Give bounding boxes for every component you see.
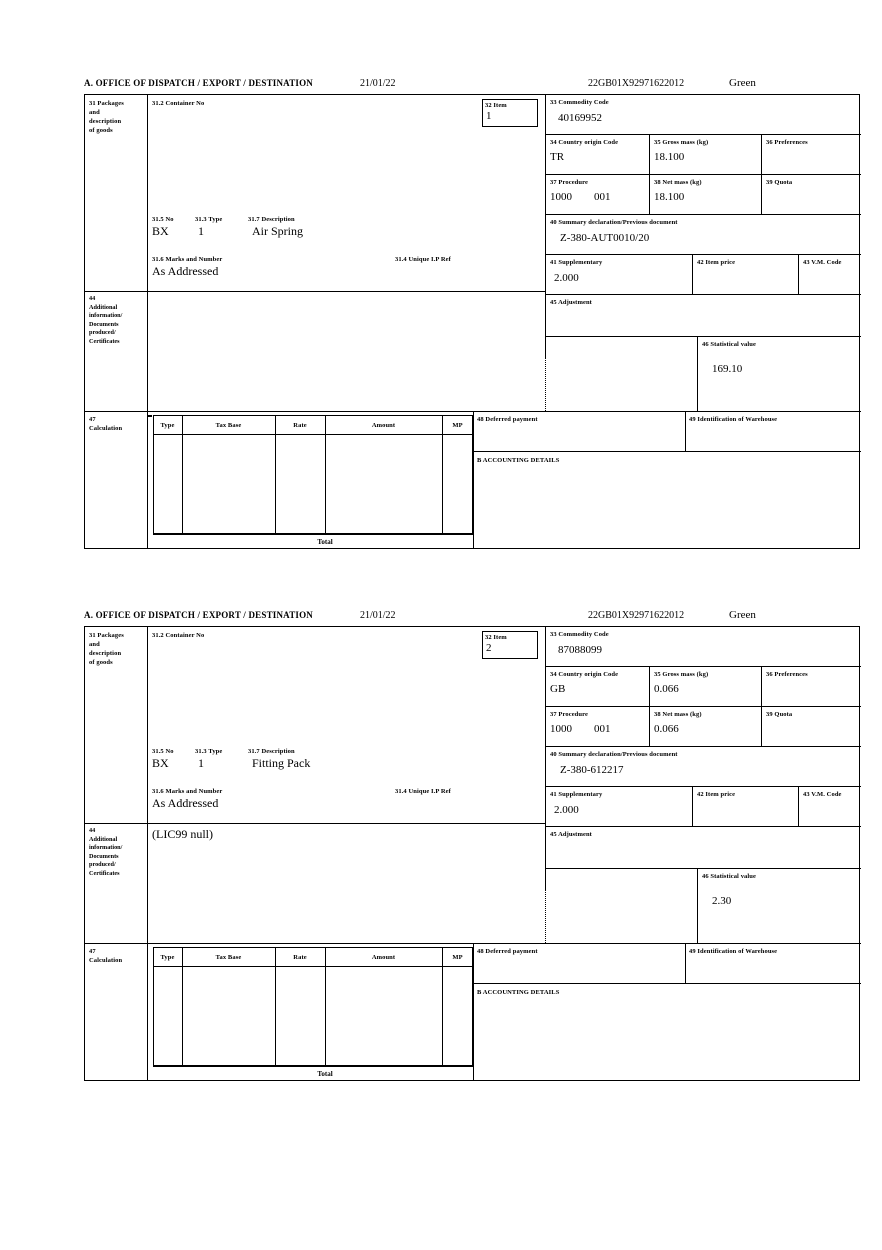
box41-value-2: 2.000 [554,804,579,816]
box37-procedure [546,175,650,215]
box31-label: 31 Packages and description of goods [89,100,124,134]
box46-label: 46 Statistical value [702,341,756,348]
box40-value-2: Z-380-612217 [560,764,624,776]
box38-net-mass-2 [650,707,762,747]
box34-country-origin-2 [546,667,650,707]
box49-label: 49 Identification of Warehouse [689,416,778,423]
box31-6-marks-value-2: As Addressed [152,796,219,810]
box47-total-row-divider [153,534,473,535]
box34-value-2: GB [550,683,566,695]
box47-col-tax-base: Tax Base [215,422,242,429]
box47-col-type: Type [160,422,175,429]
box31-5-no-value-2: BX [152,756,169,770]
box38-label-2: 38 Net mass (kg) [654,711,702,718]
box32-item-2 [482,631,538,659]
box33-commodity-code [546,95,861,135]
box47-col-tax-base-2: Tax Base [215,954,242,961]
box43-value-2 [799,799,861,804]
box47-label-2: 47 Calculation [89,948,123,964]
box48-left-divider-2 [473,943,474,1081]
customs-declaration-form-2 [84,610,862,1081]
box45-value-2 [546,839,861,843]
box48-left-divider [473,411,474,549]
box47-col-sep-2-2 [275,947,276,1066]
box37-procedure-2 [546,707,650,747]
box38-value-2: 0.066 [654,723,679,735]
routing-lane-2: Green [729,609,756,621]
box37-value-1: 1000 [550,191,572,203]
box44-value-2: (LIC99 null) [152,827,213,841]
declaration-date-2: 21/01/22 [360,610,396,621]
routing-lane: Green [729,77,756,89]
box40-label-2: 40 Summary declaration/Previous document [550,751,678,758]
box33-label-2: 33 Commodity Code [550,631,609,638]
box37-value-2: 001 [594,191,611,203]
box31-3-type-value: 1 [198,224,204,238]
office-of-dispatch-label-2: A. OFFICE OF DISPATCH / EXPORT / DESTINATION [84,610,314,620]
box42-label: 42 Item price [697,259,736,266]
box31-6-marks-label-2: 31.6 Marks and Number [152,788,223,795]
box41-supplementary-2 [546,787,693,827]
box38-label: 38 Net mass (kg) [654,179,702,186]
box41-label: 41 Supplementary [550,259,603,266]
box40-previous-document-2 [546,747,861,787]
box47-col-rate-2: Rate [293,954,307,961]
box47-calculation-table [153,415,473,534]
box49-label-2: 49 Identification of Warehouse [689,948,778,955]
box34-country-origin [546,135,650,175]
declaration-box-2 [84,626,860,1081]
box48-bottom-divider-2 [473,983,861,984]
left-column-divider [147,95,148,549]
box47-header-row-divider-2 [153,966,473,967]
box36-preferences-2 [762,667,861,707]
box45-adjustment-2 [546,827,861,869]
box31-3-type-value-2: 1 [198,756,204,770]
box38-value: 18.100 [654,191,685,203]
box47-col-mp: MP [452,422,463,429]
box37-label: 37 Procedure [550,179,588,186]
box32-item-label-2: 32 Item [485,634,507,641]
box41-supplementary [546,255,693,295]
box40-label: 40 Summary declaration/Previous document [550,219,678,226]
box33-value: 40169952 [558,112,602,124]
box47-col-sep-2 [275,415,276,534]
box39-quota-2 [762,707,861,747]
box47-col-sep-1-2 [182,947,183,1066]
box42-value-2 [693,799,798,804]
box47-col-sep-3 [325,415,326,534]
box31-7-description-label-2: 31.7 Description [248,748,295,755]
box37-value-2-2: 001 [594,723,611,735]
box31-2-container-no-label: 31.2 Container No [152,100,205,107]
box31-3-type-label-2: 31.3 Type [195,748,223,755]
box35-gross-mass [650,135,762,175]
box32-item-value: 1 [486,110,492,122]
box47-col-type-2: Type [160,954,175,961]
boxB-label-2: B ACCOUNTING DETAILS [477,989,560,996]
box47-calculation-table-2 [153,947,473,1066]
box47-col-sep-4-2 [442,947,443,1066]
box37-label-2: 37 Procedure [550,711,588,718]
spacer [147,415,152,417]
box46-label-2: 46 Statistical value [702,873,756,880]
box42-item-price [693,255,799,295]
box43-label: 43 V.M. Code [803,259,842,266]
box39-value-2 [762,719,861,723]
box47-col-mp-2: MP [452,954,463,961]
box41-value: 2.000 [554,272,579,284]
box31-6-marks-label: 31.6 Marks and Number [152,256,223,263]
box41-label-2: 41 Supplementary [550,791,603,798]
box31-bottom-divider-2 [85,823,545,824]
box46-statistical-value [697,337,861,411]
box36-label: 36 Preferences [766,139,808,146]
box35-label-2: 35 Gross mass (kg) [654,671,709,678]
box48-bottom-divider [473,451,861,452]
box46-statistical-value-2 [697,869,861,943]
box34-label: 34 Country origin Code [550,139,619,146]
box31-6-marks-value: As Addressed [152,264,219,278]
box47-header-row-divider [153,434,473,435]
box47-total-label-2: Total [317,1070,333,1078]
box47-col-amount: Amount [371,422,396,429]
box46-value-2: 2.30 [712,895,732,907]
box45-label-2: 45 Adjustment [550,831,592,838]
box46-value: 169.10 [712,363,743,375]
box31-7-description-value-2: Fitting Pack [252,756,311,770]
box42-label-2: 42 Item price [697,791,736,798]
box36-value-2 [762,679,861,683]
box44-label-2: 44 Additional information/ Documents produced/ Certificates [89,827,123,877]
boxB-label: B ACCOUNTING DETAILS [477,457,560,464]
box35-value-2: 0.066 [654,683,679,695]
box34-value: TR [550,151,565,163]
box40-previous-document [546,215,861,255]
box49-left-divider-2 [685,943,686,983]
box47-col-sep-1 [182,415,183,534]
box32-item-value-2: 2 [486,642,492,654]
box47-col-rate: Rate [293,422,307,429]
box44-dotted-divider-2 [545,869,546,943]
box31-4-unique-ref-label: 31.4 Unique I.P Ref [395,256,451,263]
box45-value [546,307,861,311]
declaration-date: 21/01/22 [360,78,396,89]
box33-value-2: 87088099 [558,644,602,656]
box31-4-unique-ref-label-2: 31.4 Unique I.P Ref [395,788,451,795]
box47-col-sep-3-2 [325,947,326,1066]
box35-gross-mass-2 [650,667,762,707]
box45-adjustment [546,295,861,337]
box42-item-price-2 [693,787,799,827]
box43-vm-code-2 [799,787,861,827]
box48-label: 48 Deferred payment [477,416,538,423]
box31-bottom-divider [85,291,545,292]
box34-label-2: 34 Country origin Code [550,671,619,678]
box39-label-2: 39 Quota [766,711,793,718]
box45-label: 45 Adjustment [550,299,592,306]
office-of-dispatch-label: A. OFFICE OF DISPATCH / EXPORT / DESTINATION [84,78,314,88]
box31-5-no-label: 31.5 No [152,216,174,223]
box31-7-description-label: 31.7 Description [248,216,295,223]
form-header [84,78,862,94]
box35-value: 18.100 [654,151,685,163]
box47-total-label: Total [317,538,333,546]
box36-preferences [762,135,861,175]
box33-label: 33 Commodity Code [550,99,609,106]
box47-total-row-divider-2 [153,1066,473,1067]
box44-label: 44 Additional information/ Documents produced/ Certificates [89,295,123,345]
declaration-box [84,94,860,549]
movement-reference-number: 22GB01X92971622012 [588,78,685,89]
box47-col-sep-4 [442,415,443,534]
box39-quota [762,175,861,215]
form-header-2 [84,610,862,626]
box47-label: 47 Calculation [89,416,123,432]
box49-left-divider [685,411,686,451]
box31-5-no-value: BX [152,224,169,238]
box48-label-2: 48 Deferred payment [477,948,538,955]
box31-3-type-label: 31.3 Type [195,216,223,223]
box33-commodity-code-2 [546,627,861,667]
box32-item [482,99,538,127]
box32-item-label: 32 Item [485,102,507,109]
box43-label-2: 43 V.M. Code [803,791,842,798]
box47-col-amount-2: Amount [371,954,396,961]
box39-value [762,187,861,191]
box36-label-2: 36 Preferences [766,671,808,678]
box31-7-description-value: Air Spring [252,224,303,238]
box37-value-1-2: 1000 [550,723,572,735]
box40-value: Z-380-AUT0010/20 [560,232,650,244]
box43-vm-code [799,255,861,295]
box44-dotted-divider [545,337,546,411]
customs-declaration-form-1 [84,78,862,549]
box36-value [762,147,861,151]
box42-value [693,267,798,272]
movement-reference-number-2: 22GB01X92971622012 [588,610,685,621]
box31-label-2: 31 Packages and description of goods [89,632,124,666]
box31-5-no-label-2: 31.5 No [152,748,174,755]
box38-net-mass [650,175,762,215]
box35-label: 35 Gross mass (kg) [654,139,709,146]
box31-2-container-no-label-2: 31.2 Container No [152,632,205,639]
box39-label: 39 Quota [766,179,793,186]
left-column-divider-2 [147,627,148,1081]
box43-value [799,267,861,272]
